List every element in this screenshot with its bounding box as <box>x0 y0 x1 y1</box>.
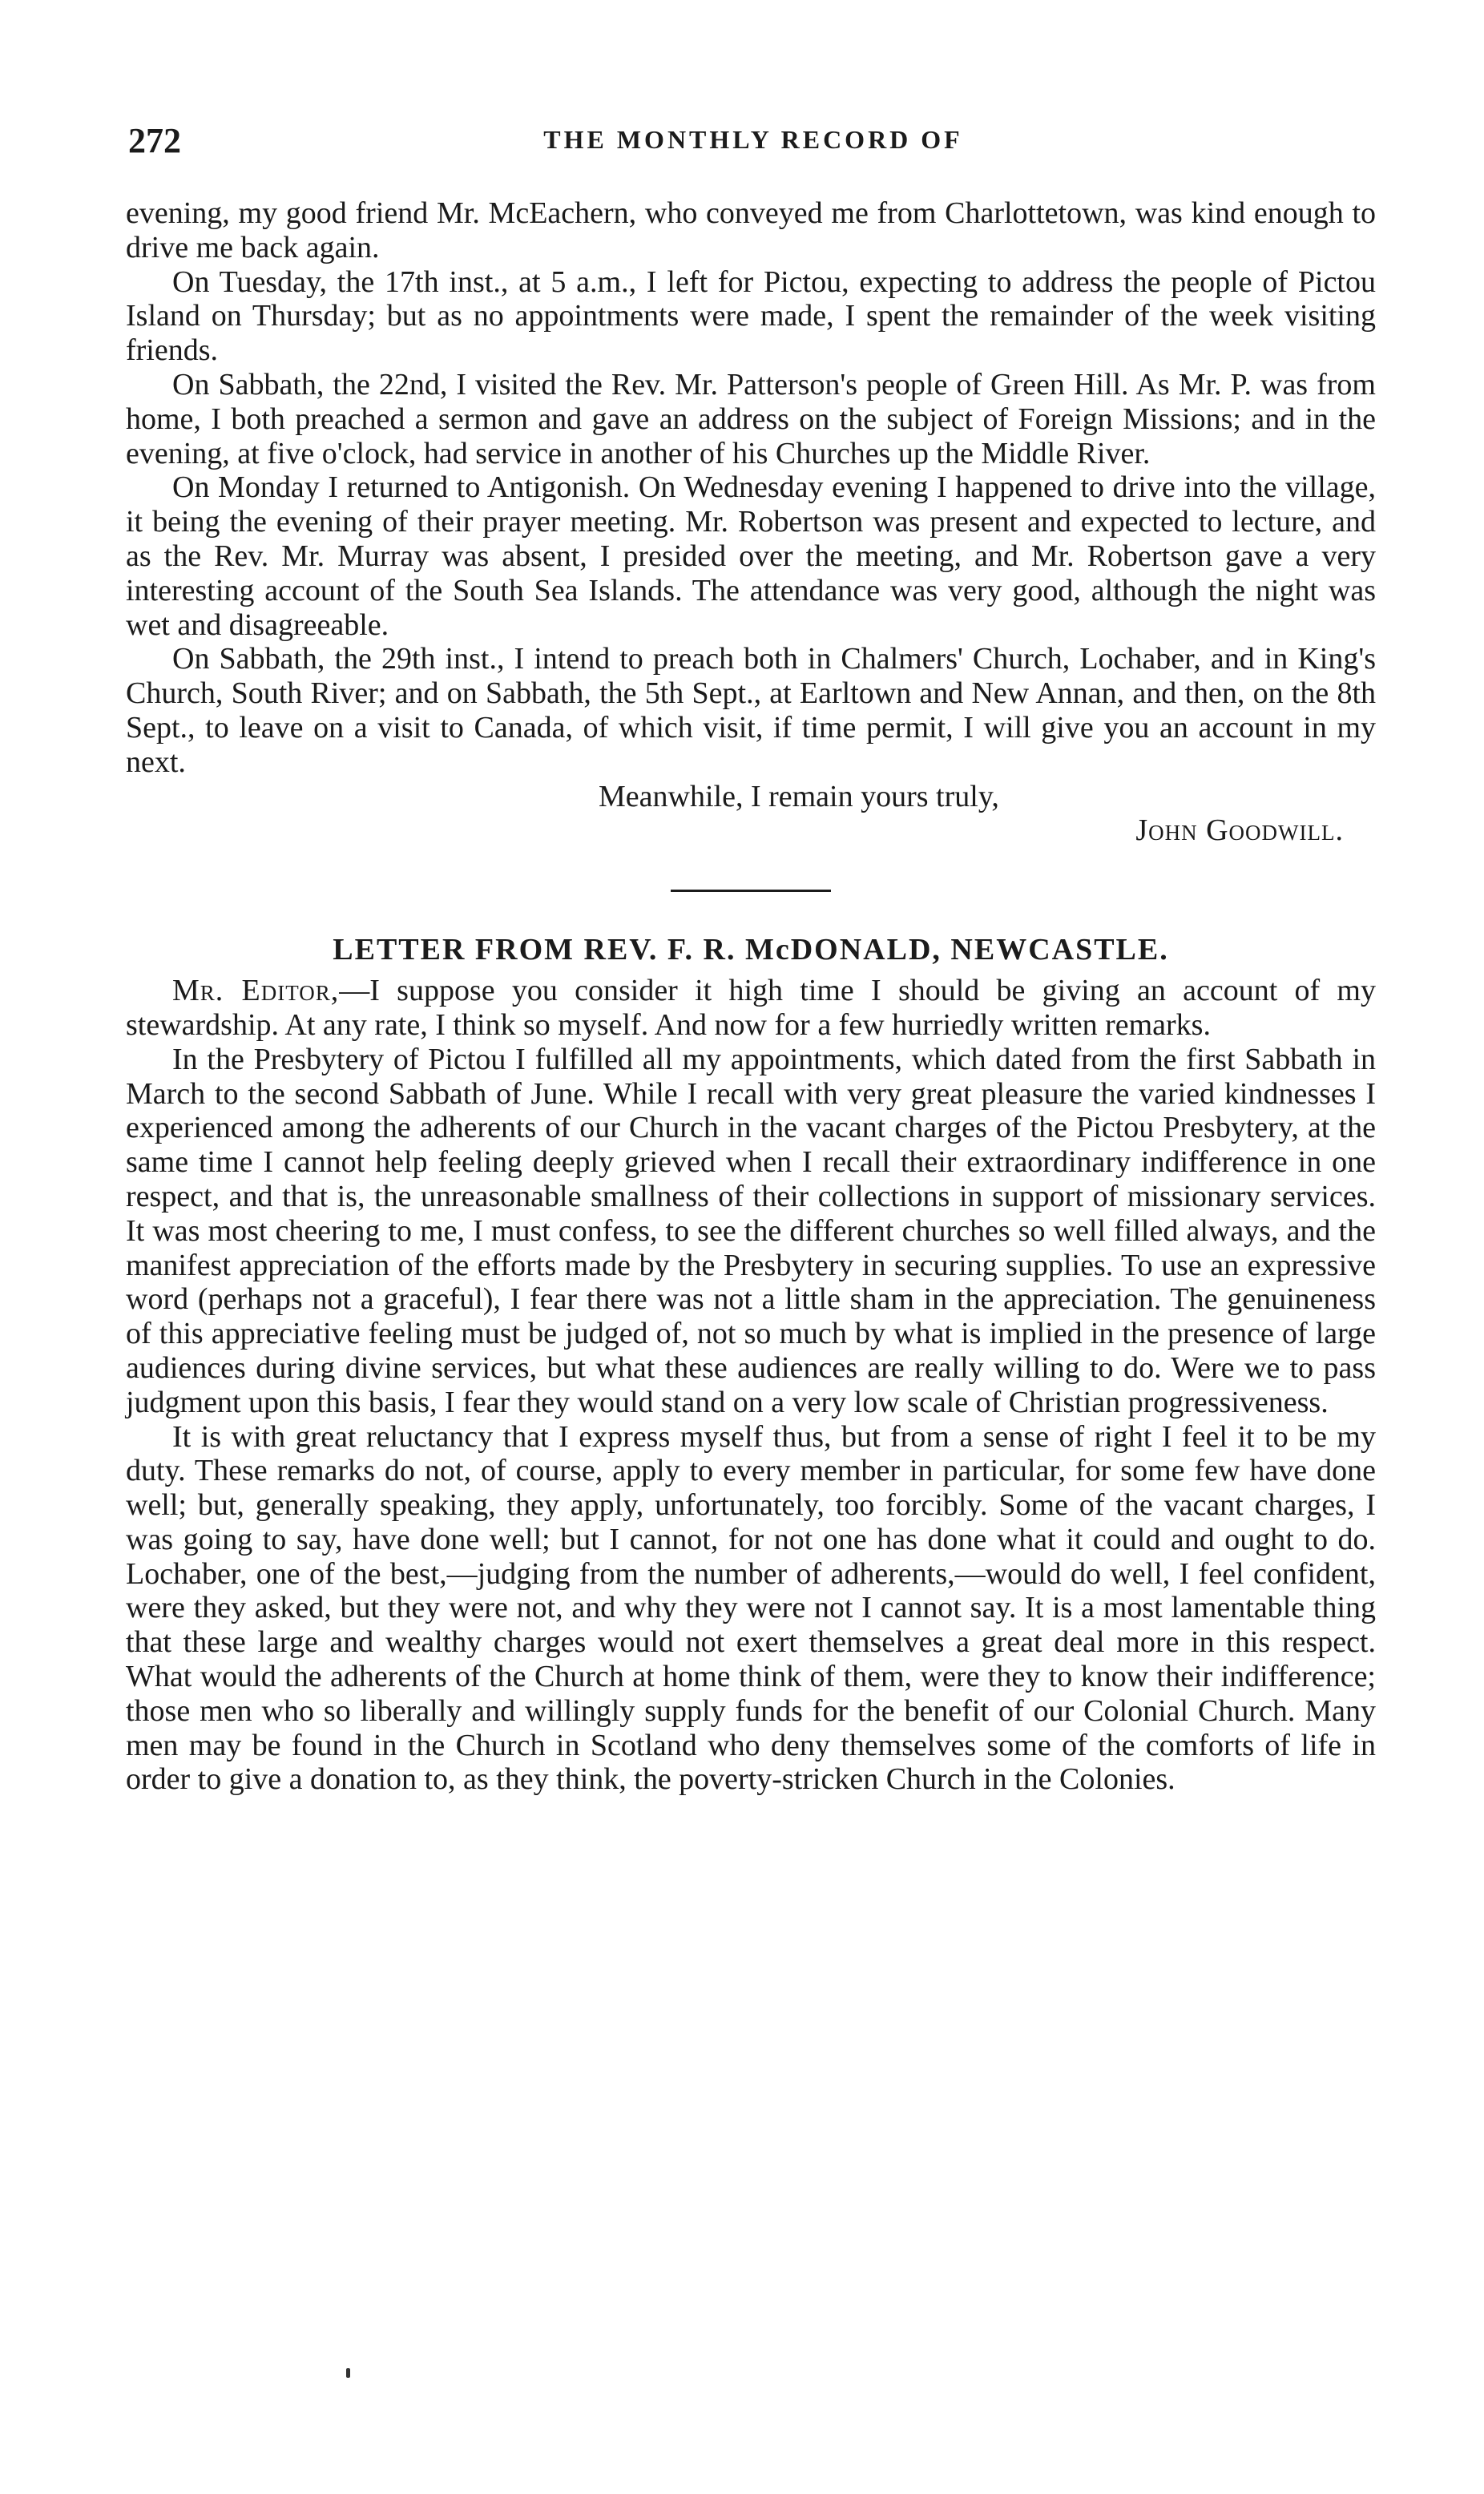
opening-paragraph <box>126 974 1376 1043</box>
paragraph: On Sabbath, the 22nd, I visited the Rev. Mr. Patterson's people of Green Hill. As Mr. P. was from home, I both preached a sermon and gave an address on the subject of Foreign Missions; and in the evening, at five o'clock, had service in another of his Churches up the Middle River. <box>126 367 1376 470</box>
paragraph: On Tuesday, the 17th inst., at 5 a.m., I left for Pictou, expecting to address the people of Pictou Island on Thursday; but as no appointments were made, I spent the remainder of the week visiting friends. <box>126 264 1376 368</box>
section-divider <box>671 890 831 892</box>
opening-text: —I suppose you consider it high time I should be giving an account of my stewardship. At any rate, I think so myself. And now for a few hurriedly written remarks. <box>126 974 1376 1042</box>
letter-closing: Meanwhile, I remain yours truly, <box>599 779 999 813</box>
page-number: 272 <box>128 121 181 160</box>
page-header <box>128 120 1378 168</box>
paragraph: evening, my good friend Mr. McEachern, who conveyed me from Charlottetown, was kind enough to drive me back again. <box>126 196 1376 264</box>
letter-heading: LETTER FROM REV. F. R. McDONALD, NEWCASTLE. <box>333 933 1169 967</box>
paragraph: On Sabbath, the 29th inst., I intend to preach both in Chalmers' Church, Lochaber, and in King's Church, South River; and on Sabbath, the 5th Sept., at Earltown and New Annan, and then, on the 8th Sept., to leave on a visit to Canada, of which visit, if time permit, I will give you an account in my next. <box>126 642 1376 779</box>
paragraph: On Monday I returned to Antigonish. On Wednesday evening I happened to drive into the village, it being the evening of their prayer meeting. Mr. Robertson was present and expected to lecture, and as the Rev. Mr. Murray was absent, I presided over the meeting, and Mr. Robertson gave a very interesting account of the South Sea Islands. The attendance was very good, although the night was wet and disagreeable. <box>126 470 1376 642</box>
text-column <box>126 196 1376 1797</box>
ink-speck <box>346 2368 350 2378</box>
salutation: Mr. Editor, <box>172 974 340 1008</box>
signature: John Goodwill. <box>1135 813 1344 848</box>
letter-continuation <box>126 196 1376 848</box>
running-title: THE MONTHLY RECORD OF <box>543 125 963 154</box>
paragraph: It is with great reluctancy that I express myself thus, but from a sense of right I feel it to be my duty. These remarks do not, of course, apply to every member in particular, for some few have done well; but, generally speaking, they apply, unfortunately, too forcibly. Some of the vacant charges, I was going to say, have done well; but I cannot, for not one has done what it could and ought to do. Lochaber, one of the best,—judging from the number of adherents,—would do well, I feel confident, were they asked, but they were not, and why they were not I cannot say. It is a most lamentable thing that these large and wealthy charges would not exert themselves a great deal more in this respect. What would the adherents of the Church at home think of them, were they to know their indifference; those men who so liberally and willingly supply funds for the benefit of our Colonial Church. Many men may be found in the Church in Scotland who deny themselves some of the comforts of life in order to give a donation to, as they think, the poverty-stricken Church in the Colonies. <box>126 1419 1376 1797</box>
paragraph: In the Presbytery of Pictou I fulfilled all my appointments, which dated from the first Sabbath in March to the second Sabbath of June. While I recall with very great pleasure the varied kindnesses I experienced among the adherents of our Church in the vacant charges of the Pictou Presbytery, at the same time I cannot help feeling deeply grieved when I recall their extraordinary indifference in one respect, and that is, the unreasonable smallness of their collections in support of missionary services. It was most cheering to me, I must confess, to see the different churches so well filled always, and the manifest appreciation of the efforts made by the Presbytery in securing supplies. To use an expressive word (perhaps not a graceful), I fear there was not a little sham in the appreciation. The genuineness of this appreciative feeling must be judged of, not so much by what is implied in the presence of large audiences during divine services, but what these audiences are really willing to do. Were we to pass judgment upon this basis, I fear they would stand on a very low scale of Christian progressiveness. <box>126 1042 1376 1419</box>
letter-section <box>126 930 1376 1797</box>
